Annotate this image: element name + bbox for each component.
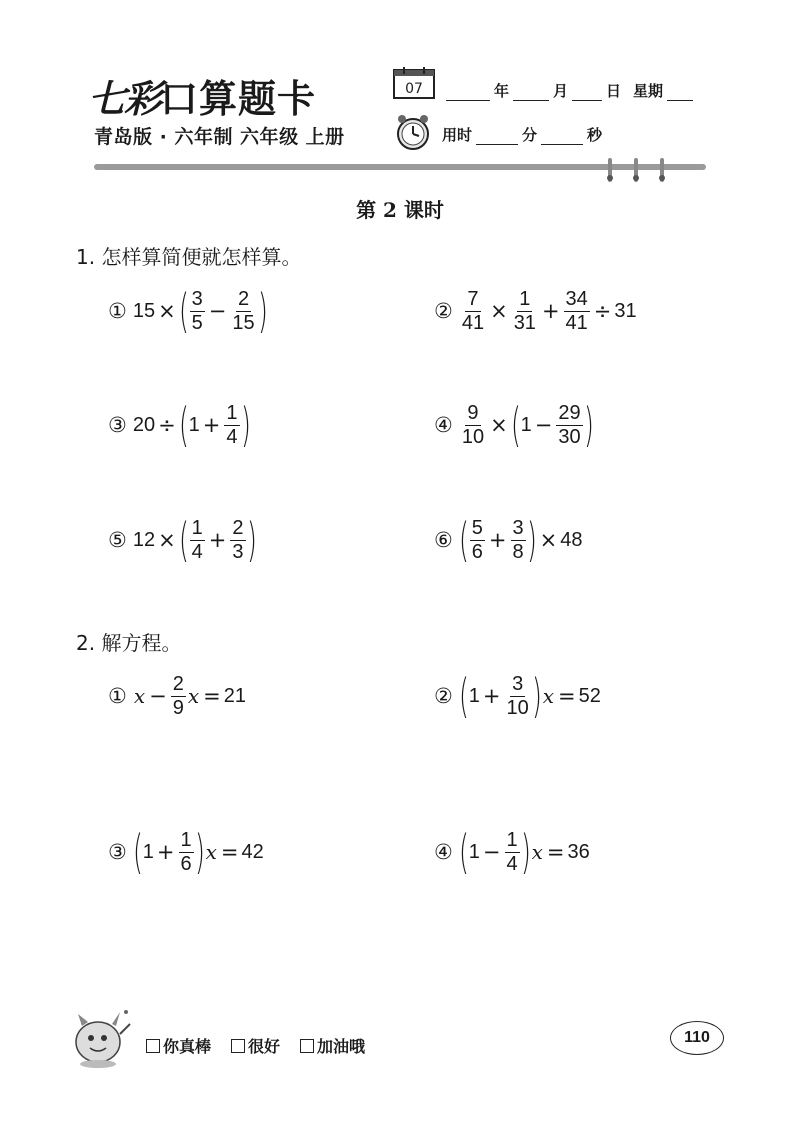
fraction: $\frac{2}{15}$ [232, 287, 255, 334]
section1-title: 1. 怎样算简便就怎样算。 [76, 245, 302, 269]
rating-keep-going[interactable]: 加油哦 [300, 1034, 365, 1057]
fraction: $\frac{1}{6}$ [180, 828, 192, 875]
weekday-label: 星期 [633, 82, 664, 100]
minutes-label: 分 [522, 126, 538, 144]
problem-1: ① 15 × ( $\frac{3}{5}$ − $\frac{2}{15}$ ) [108, 284, 268, 338]
fraction: $\frac{2}{3}$ [232, 516, 244, 563]
brand-rest: 口算题卡 [160, 77, 317, 121]
checkbox-keep-going[interactable] [300, 1039, 314, 1053]
ring-binder-icon [606, 158, 614, 182]
equation-3: ③ ( 1 + $\frac{1}{6}$ ) x = 42 [108, 825, 264, 879]
fraction: $\frac{5}{6}$ [471, 516, 483, 563]
seconds-blank[interactable] [541, 130, 583, 145]
fraction: $\frac{9}{10}$ [461, 401, 485, 448]
ring-binder-icon [658, 158, 666, 182]
fraction: $\frac{3}{10}$ [506, 672, 529, 719]
problem-6: ⑥ ( $\frac{5}{6}$ + $\frac{3}{8}$ ) × 48 [434, 513, 583, 567]
fraction: $\frac{1}{4}$ [191, 516, 203, 563]
calendar-date: 07 [405, 81, 423, 97]
equation-1: ① x − $\frac{2}{9}$ x = 21 [108, 672, 246, 719]
time-fill-row [442, 124, 602, 145]
fraction: $\frac{3}{8}$ [512, 516, 524, 563]
fraction: $\frac{1}{4}$ [506, 828, 518, 875]
checkbox-great[interactable] [146, 1039, 160, 1053]
problem-5: ⑤ 12 × ( $\frac{1}{4}$ + $\frac{2}{3}$ ) [108, 513, 257, 567]
fraction: $\frac{7}{41}$ [461, 287, 485, 334]
self-rating [146, 1034, 365, 1057]
rating-great[interactable]: 你真棒 [146, 1034, 211, 1057]
fraction: $\frac{3}{5}$ [191, 287, 203, 334]
fraction: $\frac{29}{30}$ [558, 401, 581, 448]
header-rule [94, 164, 706, 170]
ring-binder-icon [632, 158, 640, 182]
seconds-label: 秒 [587, 126, 603, 144]
fraction: $\frac{2}{9}$ [172, 672, 184, 719]
month-label: 月 [553, 82, 569, 100]
rating-good[interactable]: 很好 [231, 1034, 280, 1057]
page-number: 110 [670, 1021, 724, 1055]
fraction: $\frac{1}{4}$ [226, 401, 238, 448]
year-label: 年 [494, 82, 510, 100]
clock-icon [393, 112, 433, 152]
equation-2: ② ( 1 + $\frac{3}{10}$ ) x = 52 [434, 669, 601, 723]
equation-4: ④ ( 1 − $\frac{1}{4}$ ) x = 36 [434, 825, 590, 879]
edition-label: 青岛版 · 六年制 六年级 上册 [94, 126, 345, 148]
year-blank[interactable] [446, 86, 490, 101]
problem-2: ② $\frac{7}{41}$ × $\frac{1}{31}$ + $\frac{34}{41}$ ÷ 31 [434, 287, 637, 334]
problem-3: ③ 20 ÷ ( 1 + $\frac{1}{4}$ ) [108, 398, 251, 452]
brand-qi: 七彩 [88, 76, 161, 121]
mascot-icon [68, 1004, 134, 1070]
month-blank[interactable] [513, 86, 549, 101]
minutes-blank[interactable] [476, 130, 518, 145]
weekday-blank[interactable] [667, 86, 693, 101]
lesson-title: 第 2 课时 [356, 198, 444, 222]
day-blank[interactable] [572, 86, 602, 101]
section2-title: 2. 解方程。 [76, 631, 182, 655]
fraction: $\frac{34}{41}$ [565, 287, 588, 334]
date-fill-row [442, 80, 697, 101]
day-label: 日 [606, 82, 622, 100]
calendar-icon [392, 66, 436, 100]
checkbox-good[interactable] [231, 1039, 245, 1053]
problem-4: ④ $\frac{9}{10}$ × ( 1 − $\frac{29}{30}$ ) [434, 398, 594, 452]
time-used-label: 用时 [442, 126, 473, 144]
brand-title [88, 68, 316, 123]
fraction: $\frac{1}{31}$ [513, 287, 536, 334]
